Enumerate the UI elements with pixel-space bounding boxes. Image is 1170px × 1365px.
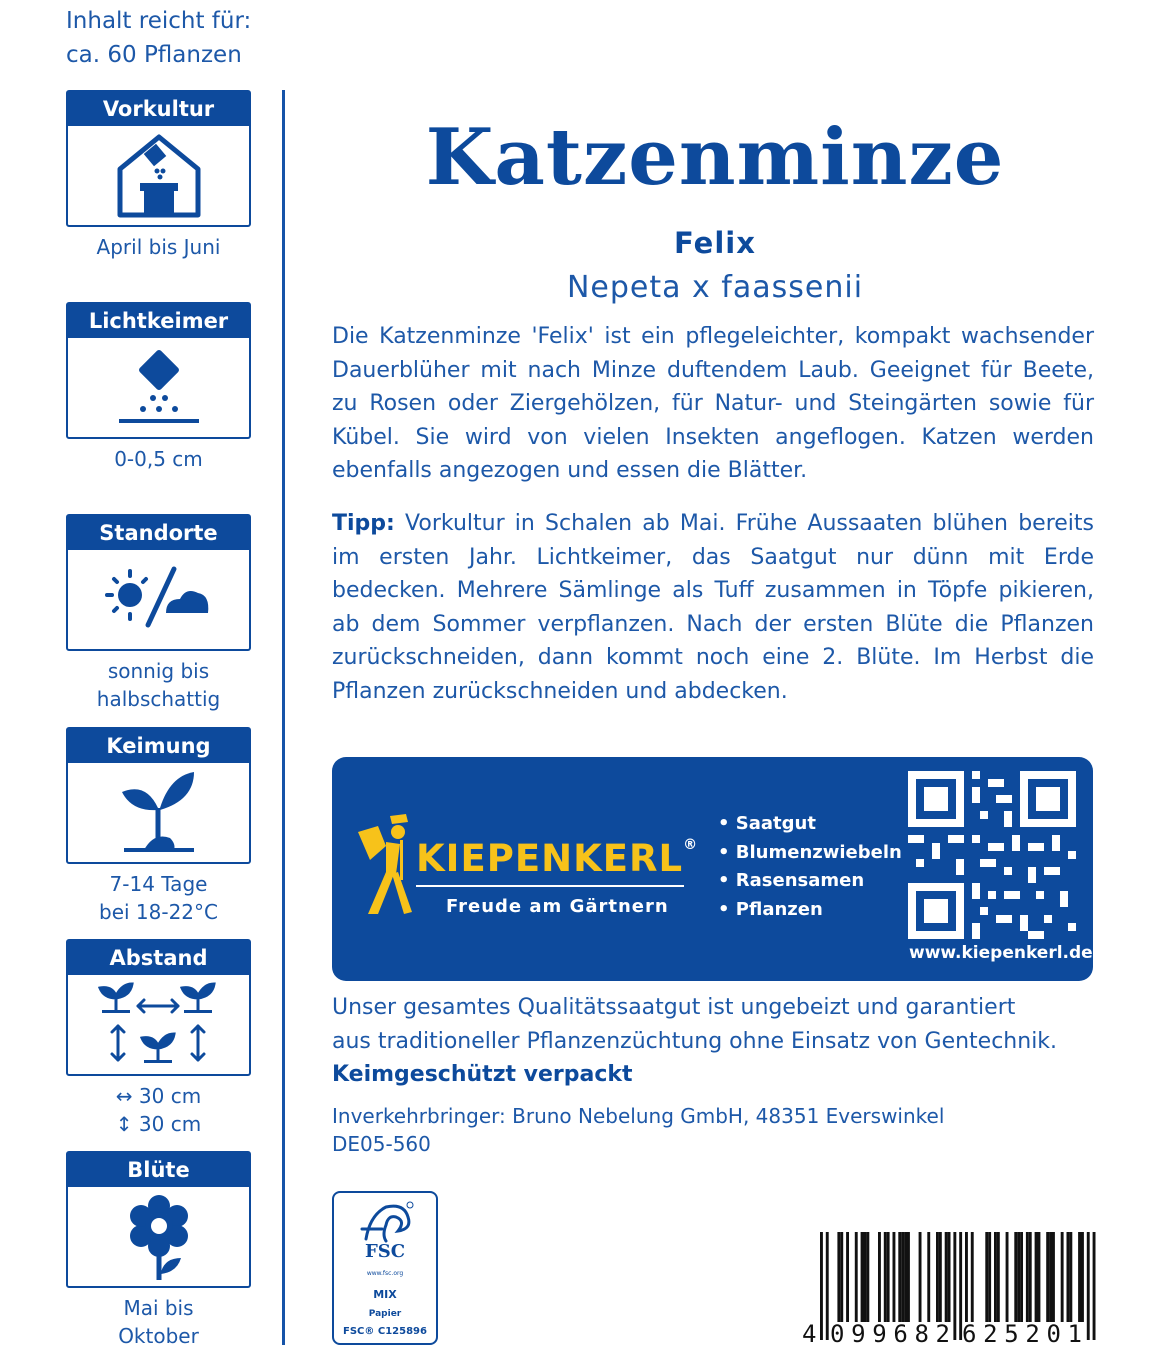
barcode-bar — [1006, 1232, 1009, 1322]
list-item: • Pflanzen — [718, 898, 823, 920]
barcode-bar — [985, 1232, 988, 1322]
info-box-caption: 7-14 Tage — [109, 872, 208, 896]
barcode-bar — [904, 1232, 907, 1322]
brand-product-list — [718, 810, 902, 924]
barcode-bar — [893, 1232, 896, 1322]
barcode-bar — [820, 1232, 823, 1340]
barcode-bar — [997, 1232, 1000, 1322]
barcode-bar — [936, 1232, 939, 1322]
info-box-caption: 0-0,5 cm — [114, 447, 203, 471]
info-box-caption: ↕ 30 cm — [115, 1112, 202, 1136]
info-box-vorkultur — [66, 90, 251, 261]
barcode-bar — [953, 1232, 956, 1340]
barcode-bar — [1038, 1232, 1041, 1322]
barcode-bar — [1061, 1232, 1064, 1322]
seed-packet-sowing-icon — [68, 338, 249, 437]
list-item: • Blumenzwiebeln — [718, 841, 902, 863]
barcode-bar — [855, 1232, 858, 1322]
barcode-group-2: 625201 — [962, 1320, 1082, 1348]
info-box-heading: Abstand — [68, 941, 249, 975]
tip-paragraph — [332, 507, 1094, 708]
barcode-bar — [965, 1232, 968, 1322]
barcode-bar — [1087, 1232, 1090, 1340]
barcode-bar — [901, 1232, 904, 1322]
barcode-bar — [1081, 1232, 1084, 1322]
info-box-caption: ↔ 30 cm — [115, 1084, 202, 1108]
brand-wordmark: KIEPENKERL® — [416, 837, 699, 880]
brand-panel — [332, 757, 1093, 981]
sidebar-divider — [282, 90, 285, 1345]
kiepenkerl-walker-logo-icon — [356, 812, 416, 920]
fsc-code: FSC® C125896 — [343, 1326, 427, 1337]
barcode-bar — [887, 1232, 890, 1322]
product-variety: Felix — [674, 226, 756, 260]
barcode-bar — [837, 1232, 840, 1322]
barcode-bar — [846, 1232, 849, 1322]
barcode-bar — [861, 1232, 864, 1322]
barcode-bar — [945, 1232, 948, 1322]
barcode-bar — [878, 1232, 881, 1322]
barcode-bar — [927, 1232, 930, 1322]
barcode-bar — [1035, 1232, 1038, 1322]
tip-text: Vorkultur in Schalen ab Mai. Frühe Aussaaten blühen bereits im ersten Jahr. Lichtkeimer, das Saatgut nur dünn mit Erde bedecken. Mehrere Sämlinge als Tuff zusammen in Töpfe pikieren, ab dem Sommer verpflanzen. Nach der ersten Blüte die Pflanzen zurückschneiden, dann kommt noch eine 2. Blüte. Im Herbst die Pflanzen zurückschneiden und abdecken. — [332, 511, 1094, 704]
quality-line: Unser gesamtes Qualitätssaatgut ist ungebeizt und garantiert — [332, 995, 1016, 1020]
info-box-standorte — [66, 514, 251, 713]
list-item: • Saatgut — [718, 813, 816, 834]
brand-underline — [416, 885, 684, 887]
info-box-abstand — [66, 939, 251, 1138]
fsc-label — [332, 1191, 438, 1345]
barcode-bar — [1020, 1232, 1023, 1322]
barcode-group-1: 099682 — [830, 1320, 950, 1348]
info-box-heading: Vorkultur — [68, 92, 249, 126]
intro-text — [66, 4, 251, 72]
fsc-paper: Papier — [368, 1309, 402, 1319]
brand-url[interactable]: www.kiepenkerl.de — [909, 943, 1093, 963]
sprout-icon — [68, 763, 249, 862]
fsc-tree-icon — [356, 1199, 414, 1243]
barcode-bar — [1078, 1232, 1081, 1322]
barcode-bar — [864, 1232, 867, 1322]
fsc-mix: MIX — [373, 1288, 397, 1301]
info-box-caption: April bis Juni — [96, 235, 221, 259]
distributor-line: Inverkehrbringer: Bruno Nebelung GmbH, 48351 Everswinkel — [332, 1104, 945, 1128]
info-box-caption: bei 18-22°C — [99, 900, 218, 924]
info-box-heading: Blüte — [68, 1153, 249, 1187]
barcode-bar — [1014, 1232, 1017, 1322]
barcode-bar — [988, 1232, 991, 1322]
barcode-bar — [948, 1232, 951, 1322]
barcode — [800, 1230, 1096, 1352]
intro-line-2: ca. 60 Pflanzen — [66, 42, 242, 68]
intro-line-1: Inhalt reicht für: — [66, 8, 252, 34]
brand-slogan: Freude am Gärtnern — [446, 896, 669, 917]
flower-icon — [68, 1187, 249, 1286]
barcode-bar — [1069, 1232, 1072, 1322]
fsc-website: www.fsc.org — [366, 1270, 404, 1277]
barcode-bar — [971, 1232, 974, 1322]
barcode-bar — [884, 1232, 887, 1322]
quality-line: aus traditioneller Pflanzenzüchtung ohne Einsatz von Gentechnik. — [332, 1028, 1058, 1054]
info-box-bluete — [66, 1151, 251, 1350]
barcode-bar — [1049, 1232, 1052, 1322]
barcode-bar — [1067, 1232, 1070, 1322]
qr-code-icon[interactable] — [908, 771, 1076, 943]
info-box-lichtkeimer — [66, 302, 251, 473]
greenhouse-seedpot-icon — [68, 126, 249, 225]
barcode-bar — [1046, 1232, 1049, 1322]
info-box-keimung — [66, 727, 251, 926]
info-box-heading: Lichtkeimer — [68, 304, 249, 338]
quality-statement — [332, 991, 1057, 1092]
barcode-bar — [1052, 1232, 1055, 1322]
info-box-heading: Standorte — [68, 516, 249, 550]
plant-spacing-icon — [68, 975, 249, 1074]
distributor-code: DE05-560 — [332, 1132, 431, 1156]
sun-cloud-icon — [68, 550, 249, 649]
barcode-bar — [1029, 1232, 1032, 1322]
info-box-caption: Mai bis — [123, 1296, 194, 1320]
barcode-bar — [898, 1232, 901, 1322]
product-title: Katzenminze — [425, 112, 1005, 203]
product-latin-name: Nepeta x faassenii — [566, 270, 864, 305]
barcode-bar — [1093, 1232, 1096, 1340]
barcode-digit-1: 4 — [802, 1320, 817, 1348]
barcode-bar — [840, 1232, 843, 1322]
barcode-bar — [939, 1232, 942, 1322]
info-box-caption: halbschattig — [96, 687, 221, 711]
info-box-heading: Keimung — [68, 729, 249, 763]
info-box-caption: sonnig bis — [107, 659, 210, 683]
barcode-bar — [1017, 1232, 1020, 1322]
barcode-bar — [866, 1232, 869, 1322]
barcode-bar — [994, 1232, 997, 1322]
list-item: • Rasensamen — [718, 870, 865, 891]
barcode-bar — [1026, 1232, 1029, 1322]
packaging-note: Keimgeschützt verpackt — [332, 1062, 633, 1087]
tip-label: Tipp: — [332, 511, 395, 536]
fsc-logo-text: FSC — [364, 1241, 406, 1262]
barcode-bar — [919, 1232, 922, 1322]
barcode-bar — [826, 1232, 829, 1340]
barcode-bar — [907, 1232, 910, 1322]
distributor-info — [332, 1102, 944, 1158]
product-description: Die Katzenminze 'Felix' ist ein pflegeleichter, kompakt wachsender Dauerblüher mit nach Minze duftendem Laub. Geeignet für Beete, zu Rosen oder Ziergehölzen, für Natur- und Steingärten sowie für Kübel. Sie wird von vielen Insekten angeflogen. Katzen werden ebenfalls angezogen und essen die Blätter. — [332, 324, 1094, 483]
info-box-caption: Oktober — [118, 1324, 199, 1348]
